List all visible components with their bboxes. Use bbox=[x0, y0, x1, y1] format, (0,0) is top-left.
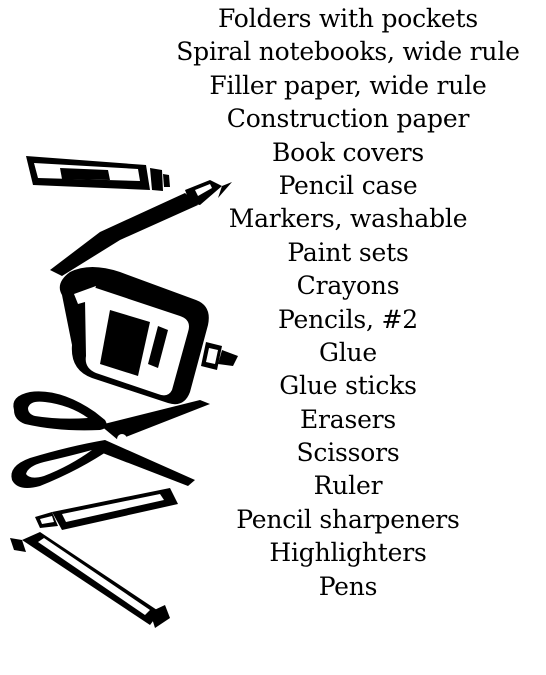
list-item: Highlighters bbox=[269, 538, 427, 568]
list-item: Crayons bbox=[296, 271, 400, 301]
list-item: Pencil case bbox=[278, 170, 418, 200]
list-item: Glue bbox=[318, 337, 378, 367]
marker-icon bbox=[10, 532, 170, 628]
list-item: Paint sets bbox=[287, 237, 409, 267]
paint-tube-icon bbox=[26, 156, 170, 191]
list-item: Construction paper bbox=[226, 104, 470, 134]
supply-list bbox=[150, 2, 546, 603]
list-item: Pencils, #2 bbox=[278, 304, 418, 334]
list-item: Ruler bbox=[313, 471, 383, 501]
list-item: Scissors bbox=[296, 438, 400, 468]
list-item: Filler paper, wide rule bbox=[209, 70, 487, 100]
list-item: Pencil sharpeners bbox=[236, 504, 460, 534]
list-item: Folders with pockets bbox=[218, 4, 478, 33]
list-item: Glue sticks bbox=[279, 371, 417, 401]
list-item: Book covers bbox=[271, 137, 425, 167]
list-item: Pens bbox=[318, 571, 378, 601]
list-item: Markers, washable bbox=[228, 204, 468, 234]
list-item: Erasers bbox=[299, 404, 397, 434]
list-item: Spiral notebooks, wide rule bbox=[176, 37, 520, 67]
